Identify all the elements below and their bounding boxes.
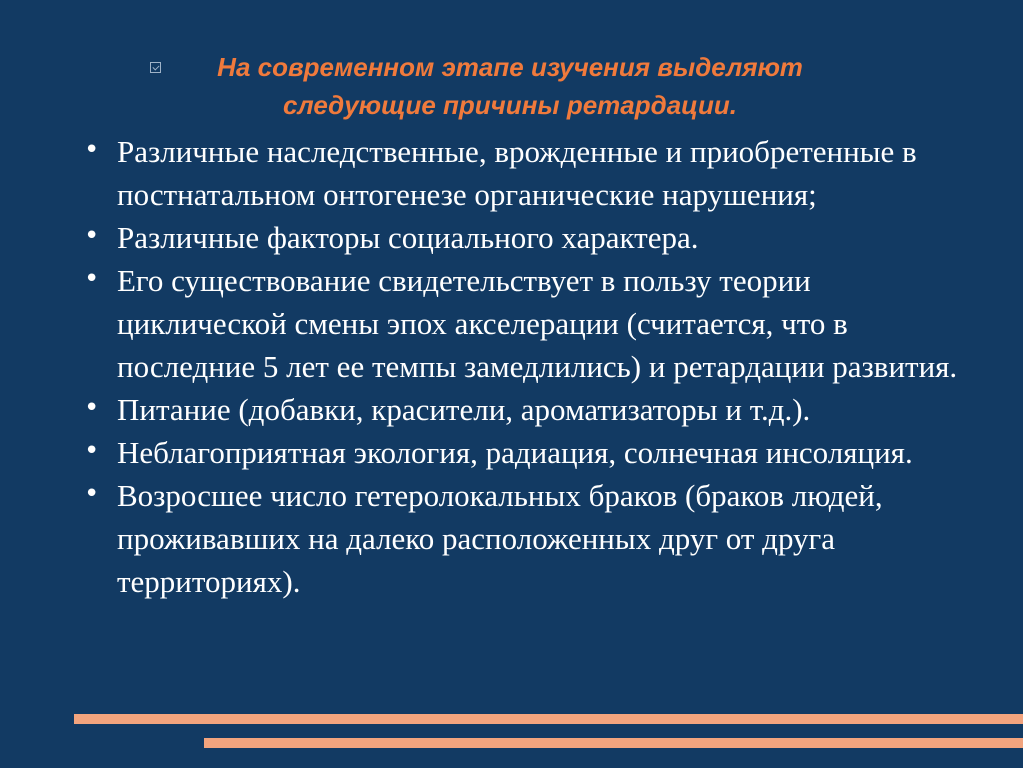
list-item-text: Возросшее число гетеролокальных браков (браков людей, проживавших на далеко расположенных друг от друга территориях). bbox=[117, 478, 883, 599]
slide-title bbox=[150, 48, 870, 124]
bullet-dot-icon: • bbox=[84, 221, 100, 251]
checkbox-icon bbox=[150, 62, 161, 73]
list-item-text: Неблагоприятная экология, радиация, солнечная инсоляция. bbox=[117, 435, 913, 470]
list-item-text: Питание (добавки, красители, ароматизаторы и т.д.). bbox=[117, 392, 811, 427]
list-item-text: Его существование свидетельствует в пользу теории циклической смены эпох акселерации (считается, что в последние 5 лет ее темпы замедлились) и ретардации развития. bbox=[117, 263, 958, 384]
list-item bbox=[80, 216, 960, 259]
list-item bbox=[80, 474, 960, 603]
bullet-list bbox=[80, 130, 960, 603]
bullet-dot-icon: • bbox=[84, 264, 100, 294]
bullet-dot-icon: • bbox=[84, 393, 100, 423]
list-item-text: Различные факторы социального характера. bbox=[117, 220, 699, 255]
list-item bbox=[80, 130, 960, 216]
list-item-text: Различные наследственные, врожденные и приобретенные в постнатальном онтогенезе органические нарушения; bbox=[117, 134, 917, 212]
accent-bar-bottom bbox=[204, 738, 1023, 748]
bullet-dot-icon: • bbox=[84, 135, 100, 165]
list-item bbox=[80, 431, 960, 474]
list-item bbox=[80, 388, 960, 431]
bullet-dot-icon: • bbox=[84, 479, 100, 509]
accent-bar-top bbox=[74, 714, 1023, 724]
bullet-dot-icon: • bbox=[84, 436, 100, 466]
title-line-2: следующие причины ретардации. bbox=[283, 90, 737, 120]
list-item bbox=[80, 259, 960, 388]
title-line-1: На современном этапе изучения выделяют bbox=[217, 52, 803, 82]
